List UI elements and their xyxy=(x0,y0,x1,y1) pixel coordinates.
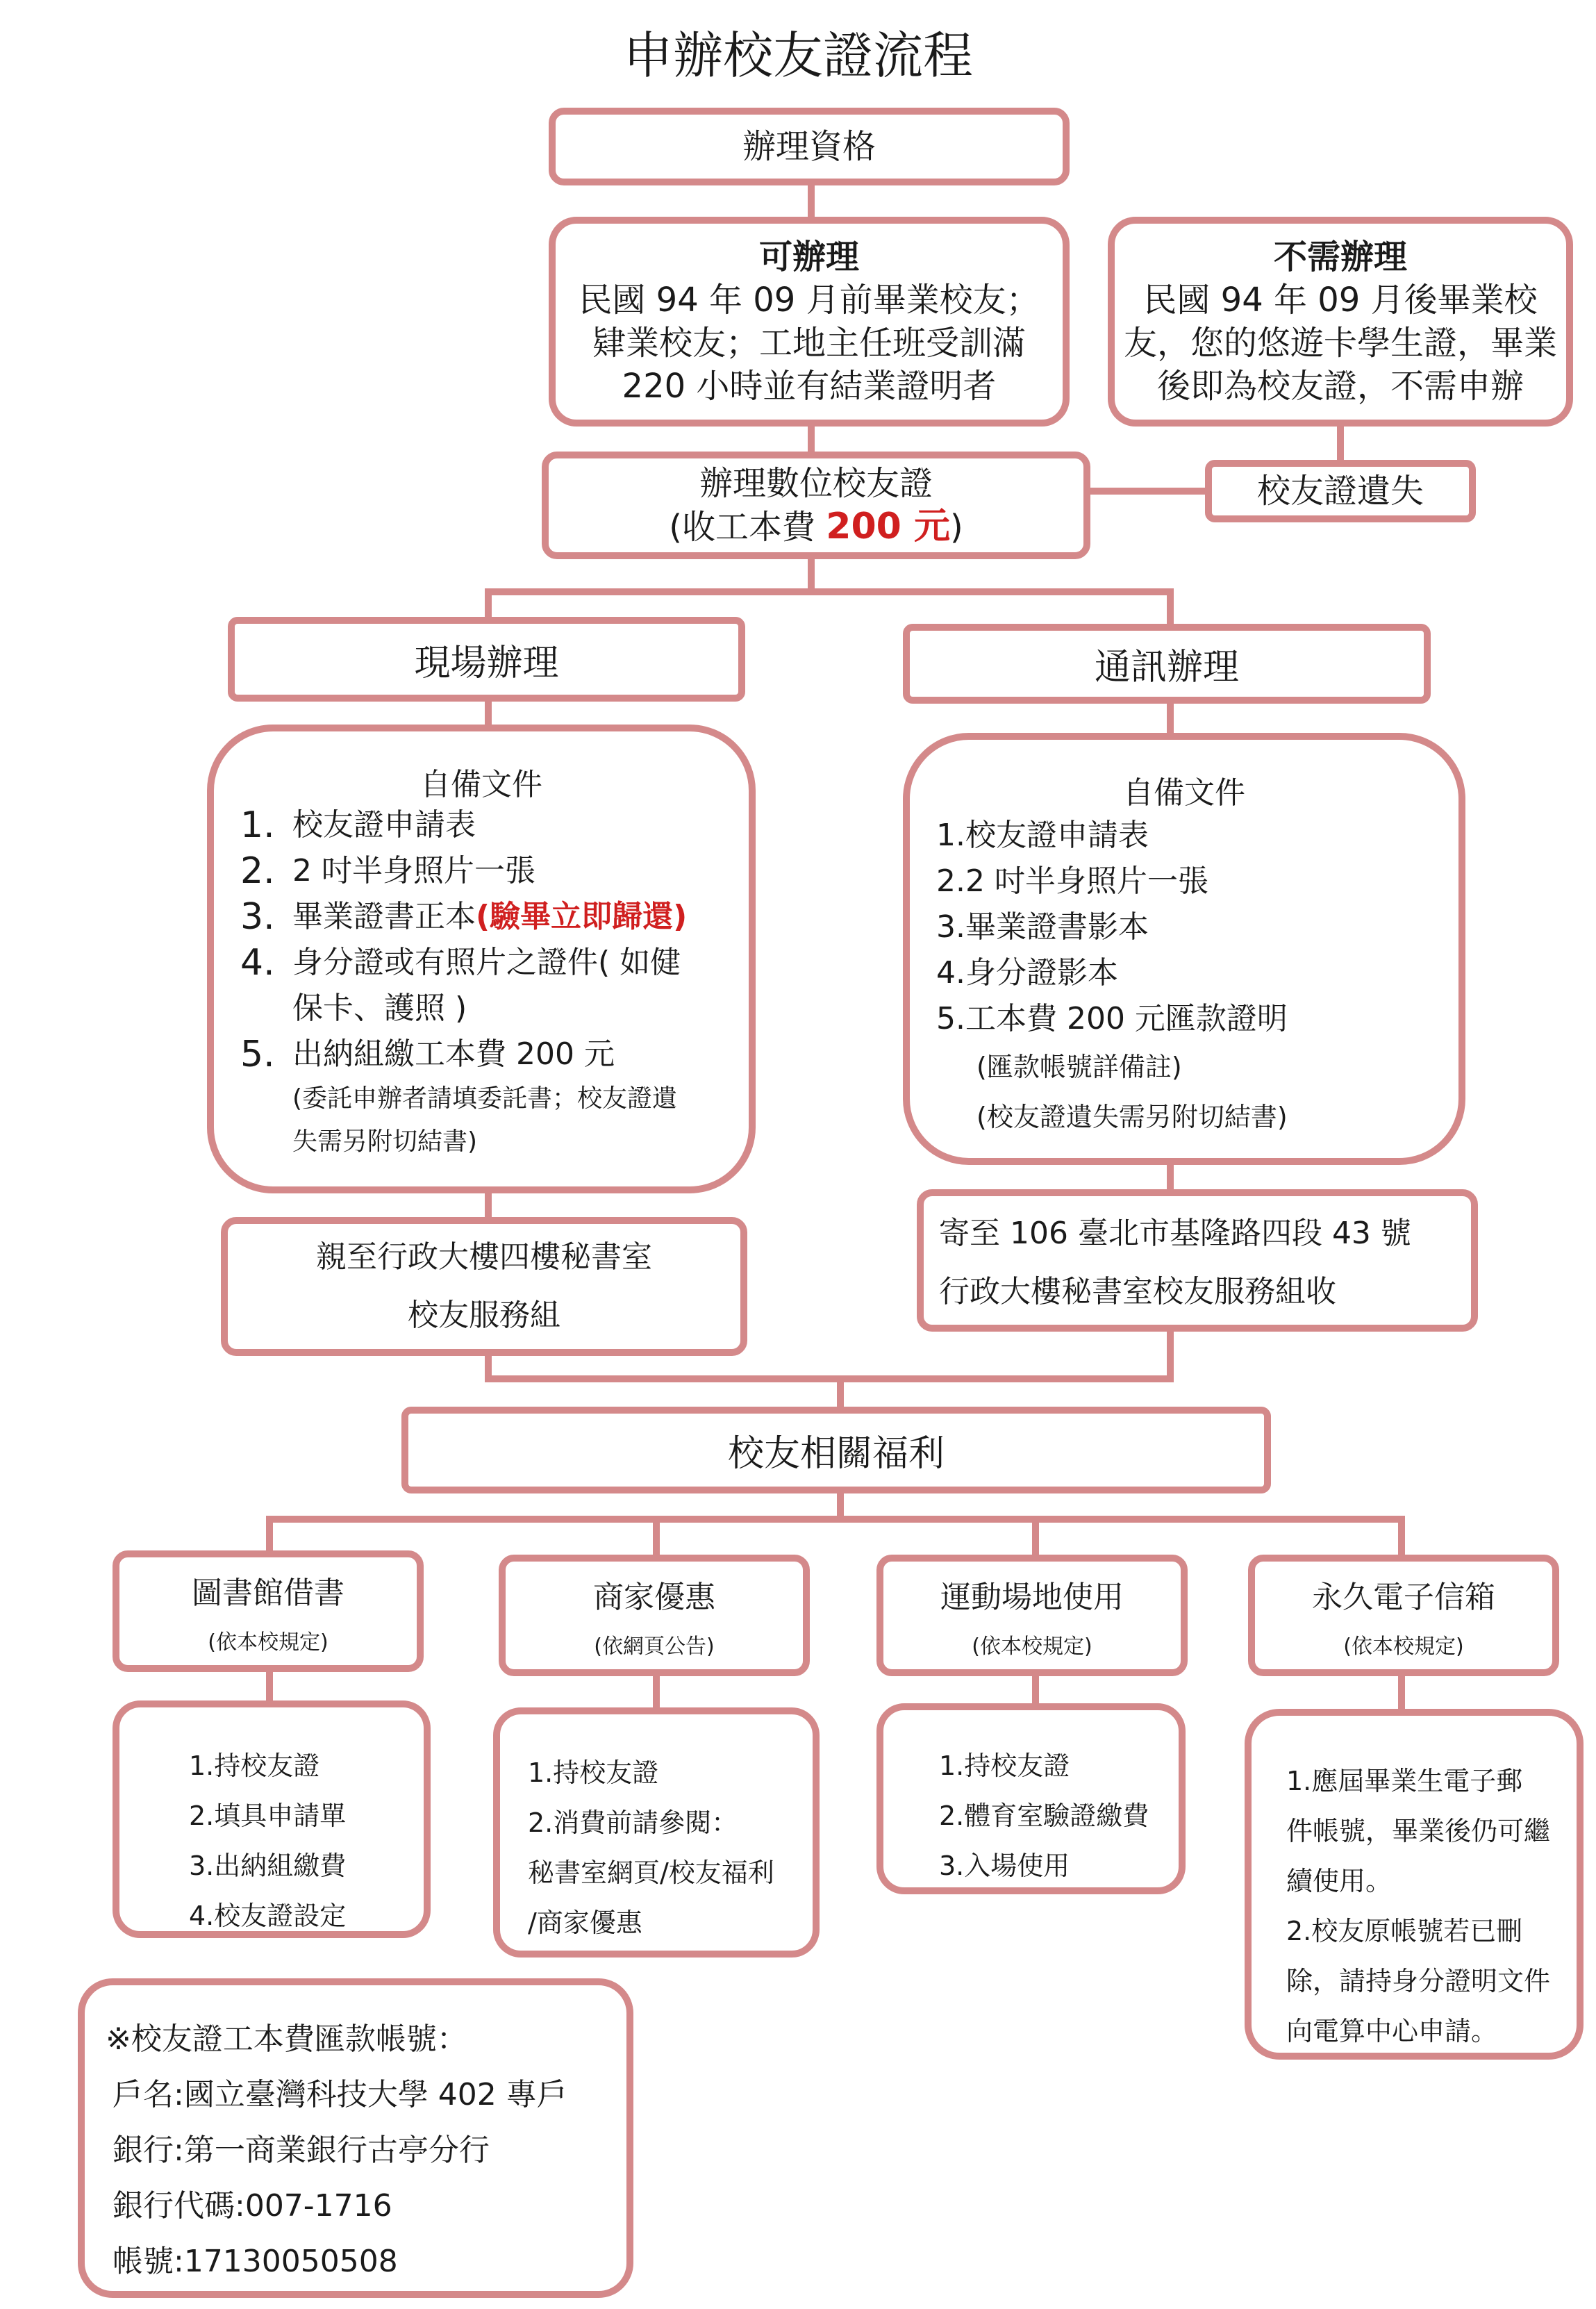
item-text: 2 吋半身照片一張 xyxy=(292,853,535,888)
list-item-continuation: 保卡、護照 ) xyxy=(292,991,467,1026)
mail-docs-box xyxy=(903,733,1465,1165)
step: 秘書室網頁/校友福利 xyxy=(528,1857,774,1888)
step: 2.校友原帳號若已刪 xyxy=(1286,1916,1523,1946)
list-item: 1.校友證申請表 xyxy=(936,818,1149,853)
list-item: 2.2 吋半身照片一張 xyxy=(936,863,1208,899)
benefits-header-label: 校友相關福利 xyxy=(727,1433,945,1475)
connector xyxy=(485,1375,1174,1382)
step: 除，請持身分證明文件 xyxy=(1286,1966,1551,1996)
item-number: 1. xyxy=(240,804,275,846)
onsite-note xyxy=(240,1077,740,1164)
connector xyxy=(837,1375,844,1409)
eligible-box xyxy=(549,217,1070,427)
benefit-email-box xyxy=(1248,1555,1559,1676)
benefit-sports-box xyxy=(876,1555,1188,1676)
item-text: 身分證或有照片之證件( 如健 xyxy=(292,945,681,980)
account-info-box xyxy=(78,1978,633,2298)
connector xyxy=(485,588,1174,595)
benefit-subtitle: (依本校規定) xyxy=(208,1630,329,1655)
item-highlight: (驗畢立即歸還) xyxy=(476,899,688,934)
step: 4.校友證設定 xyxy=(189,1901,347,1931)
step: 2.消費前請參閱： xyxy=(528,1807,738,1838)
fee-amount: 200 元 xyxy=(826,506,950,547)
account-line: 銀行代碼:007-1716 xyxy=(113,2188,392,2224)
list-item: 3.畢業證書影本 xyxy=(936,909,1149,945)
benefit-title: 商家優惠 xyxy=(593,1579,715,1615)
list-item xyxy=(240,848,740,894)
connector xyxy=(266,1516,1405,1523)
connector xyxy=(1167,588,1174,627)
email-steps-box xyxy=(1245,1709,1583,2060)
onsite-docs-list xyxy=(240,802,740,1164)
step: 2.體育室驗證繳費 xyxy=(939,1801,1149,1831)
mail-header-label: 通訊辦理 xyxy=(1094,647,1239,688)
step: 1.持校友證 xyxy=(189,1751,320,1781)
step: 1.持校友證 xyxy=(939,1751,1070,1781)
eligible-line: 肄業校友；工地主任班受訓滿 xyxy=(592,324,1026,363)
benefit-subtitle: (依本校規定) xyxy=(1343,1634,1464,1659)
note-line: (委託申辦者請填委託書；校友證遺 xyxy=(292,1084,678,1113)
connector xyxy=(1398,1671,1405,1712)
lost-card-label: 校友證遺失 xyxy=(1256,472,1424,511)
item-number: 4. xyxy=(240,942,275,984)
step: 向電算中心申請。 xyxy=(1286,2016,1498,2046)
onsite-docs-box xyxy=(207,725,756,1193)
step: 2.填具申請單 xyxy=(189,1801,347,1831)
library-steps-box xyxy=(113,1700,431,1938)
benefit-title: 圖書館借書 xyxy=(192,1575,344,1611)
list-item xyxy=(240,940,740,986)
mail-header-box xyxy=(903,624,1431,704)
eligible-heading: 可辦理 xyxy=(758,238,859,276)
connector xyxy=(485,588,492,620)
sports-steps-box xyxy=(876,1703,1186,1894)
qualification-box xyxy=(549,108,1070,185)
step: 1.持校友證 xyxy=(528,1757,659,1788)
step: 3.出納組繳費 xyxy=(189,1851,347,1881)
benefit-library-box xyxy=(113,1550,424,1672)
onsite-header-label: 現場辦理 xyxy=(414,642,559,684)
list-item xyxy=(240,894,740,940)
benefit-title: 永久電子信箱 xyxy=(1312,1579,1495,1615)
list-item xyxy=(240,1032,740,1077)
item-number: 3. xyxy=(240,896,275,938)
account-line: 銀行:第一商業銀行古亭分行 xyxy=(113,2133,490,2168)
digital-card-box xyxy=(542,452,1090,559)
item-text: 畢業證書正本 xyxy=(292,899,476,934)
qualification-label: 辦理資格 xyxy=(742,127,876,166)
step: /商家優惠 xyxy=(528,1907,642,1938)
connector xyxy=(1167,702,1174,736)
mail-docs-title: 自備文件 xyxy=(1123,775,1245,811)
digital-card-label: 辦理數位校友證 xyxy=(699,464,933,503)
connector xyxy=(653,1516,660,1557)
address-line: 行政大樓秘書室校友服務組收 xyxy=(939,1274,1336,1309)
connector xyxy=(266,1667,273,1705)
connector xyxy=(266,1516,273,1554)
benefits-header-box xyxy=(401,1407,1271,1493)
benefit-subtitle: (依本校規定) xyxy=(972,1634,1092,1659)
page-title: 申辦校友證流程 xyxy=(622,26,973,85)
eligible-line: 220 小時並有結業證明者 xyxy=(622,367,997,406)
benefit-merchant-box xyxy=(499,1555,810,1676)
account-line: 戶名:國立臺灣科技大學 402 專戶 xyxy=(113,2077,567,2112)
benefit-subtitle: (依網頁公告) xyxy=(594,1634,715,1659)
office-line: 校友服務組 xyxy=(408,1298,560,1333)
not-required-line: 友，您的悠遊卡學生證，畢業 xyxy=(1123,324,1557,363)
list-item: 4.身分證影本 xyxy=(936,955,1118,991)
connector xyxy=(808,184,815,220)
benefit-title: 運動場地使用 xyxy=(940,1579,1124,1615)
onsite-docs-title: 自備文件 xyxy=(420,767,542,802)
merchant-steps-box xyxy=(493,1707,820,1958)
connector xyxy=(653,1671,660,1712)
not-required-line: 民國 94 年 09 月後畢業校 xyxy=(1143,281,1538,320)
item-text: 出納組繳工本費 200 元 xyxy=(292,1036,615,1072)
step: 3.入場使用 xyxy=(939,1851,1070,1881)
not-required-line: 後即為校友證，不需申辦 xyxy=(1156,367,1524,406)
not-required-box xyxy=(1108,217,1573,427)
lost-card-box xyxy=(1205,460,1476,522)
connector xyxy=(1167,1327,1174,1382)
list-item: 5.工本費 200 元匯款證明 xyxy=(936,1001,1288,1036)
digital-card-fee-line xyxy=(669,505,963,549)
mail-note xyxy=(936,1042,1450,1142)
connector xyxy=(1083,488,1208,495)
note-line: 失需另附切結書) xyxy=(292,1127,478,1156)
step: 續使用。 xyxy=(1286,1866,1393,1896)
item-number: 2. xyxy=(240,850,275,892)
onsite-office-box xyxy=(221,1217,747,1356)
list-item xyxy=(240,802,740,848)
not-required-heading: 不需辦理 xyxy=(1273,238,1407,276)
mail-address-box xyxy=(917,1189,1478,1332)
account-line: ※校友證工本費匯款帳號： xyxy=(106,2021,467,2057)
account-line: 帳號:17130050508 xyxy=(113,2244,398,2279)
item-text: 校友證申請表 xyxy=(292,807,476,843)
address-line: 寄至 106 臺北市基隆路四段 43 號 xyxy=(939,1216,1411,1251)
connector xyxy=(1032,1516,1039,1557)
onsite-header-box xyxy=(228,617,745,702)
eligible-line: 民國 94 年 09 月前畢業校友； xyxy=(579,281,1040,320)
step: 件帳號，畢業後仍可繼 xyxy=(1286,1816,1551,1846)
note-line: (匯款帳號詳備註) xyxy=(976,1052,1182,1082)
fee-prefix: (收工本費 xyxy=(669,508,826,547)
step: 1.應屆畢業生電子郵 xyxy=(1286,1766,1523,1796)
item-number: 5. xyxy=(240,1034,275,1075)
office-line: 親至行政大樓四樓秘書室 xyxy=(316,1239,652,1275)
fee-suffix: ) xyxy=(949,508,963,547)
mail-docs-list xyxy=(936,813,1450,1142)
note-line: (校友證遺失需另附切結書) xyxy=(976,1102,1288,1132)
connector xyxy=(1398,1516,1405,1557)
connector xyxy=(808,556,815,592)
